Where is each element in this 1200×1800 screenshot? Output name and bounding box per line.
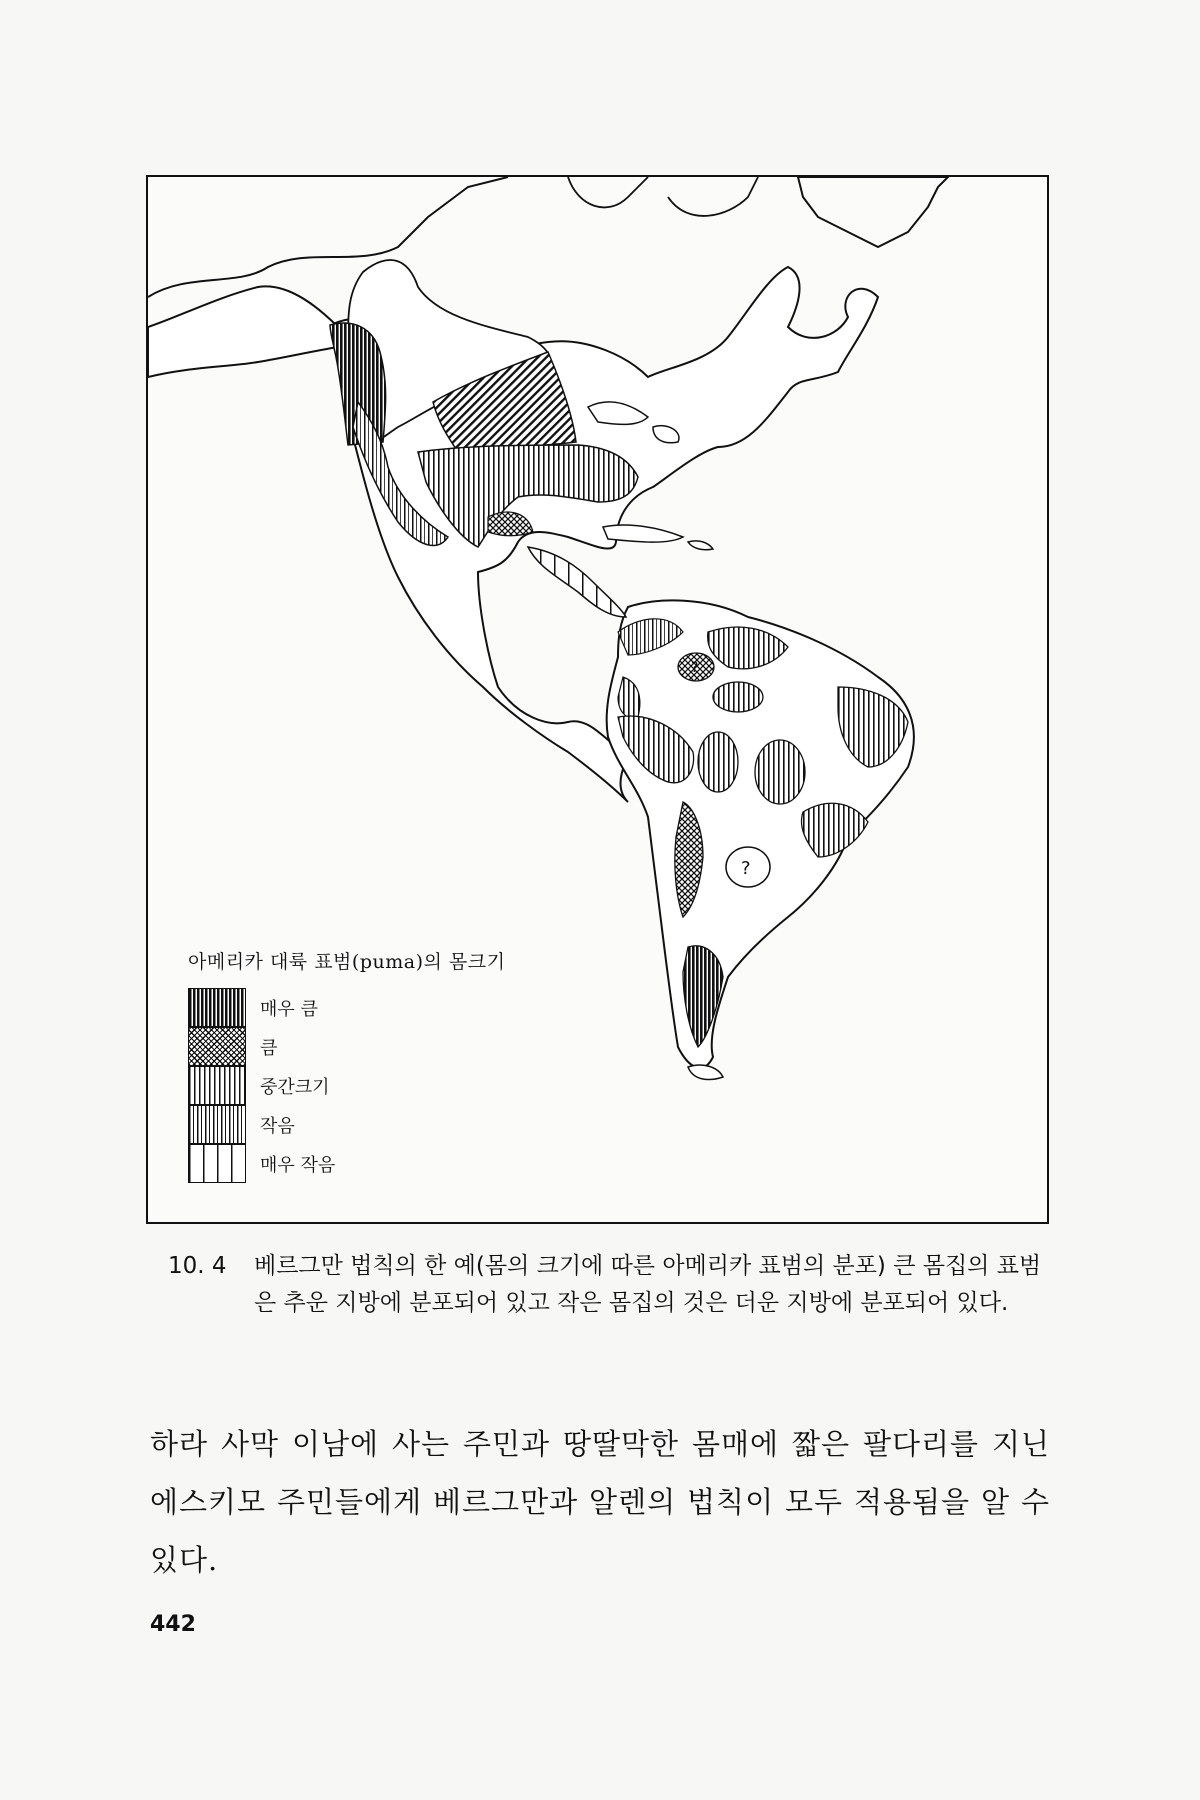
legend-label: 큼 — [260, 1037, 278, 1059]
arctic-coastline — [148, 177, 508, 297]
legend-swatch-very-large — [188, 988, 246, 1027]
legend-swatch-small — [188, 1105, 246, 1144]
legend-swatch-large — [188, 1027, 246, 1066]
figure-caption-text: 베르그만 법칙의 한 예(몸의 크기에 따른 아메리카 표범의 분포) 큰 몸집의 표범은 추운 지방에 분포되어 있고 작은 몸집의 것은 더운 지방에 분포되어 있다. — [254, 1253, 1042, 1316]
legend-item-small — [188, 1105, 505, 1144]
range-very-small-central-america — [528, 547, 626, 617]
legend-item-medium — [188, 1066, 505, 1105]
legend-title: 아메리카 대륙 표범(puma)의 몸크기 — [188, 951, 506, 973]
legend-label: 중간크기 — [260, 1076, 330, 1098]
range-medium-southeast — [801, 803, 868, 857]
range-medium-central-b — [698, 732, 738, 792]
legend-item-large — [188, 1027, 505, 1066]
alaska-outline — [148, 286, 350, 377]
body-paragraph: 하라 사막 이남에 사는 주민과 땅딸막한 몸매에 짧은 팔다리를 지닌 에스키모 주민들에게 베르그만과 알렌의 법칙이 모두 적용됨을 알 수 있다. — [150, 1427, 1050, 1577]
caribbean-islands — [603, 525, 713, 550]
figure-number: 10. 4 — [168, 1253, 227, 1279]
page-number: 442 — [150, 1612, 196, 1637]
tierra-del-fuego — [688, 1065, 723, 1079]
unknown-mark-2: ? — [741, 858, 751, 879]
arctic-islands — [568, 177, 758, 216]
legend-item-very-large — [188, 988, 505, 1027]
south-america-outline — [607, 600, 914, 1067]
legend-item-very-small — [188, 1144, 505, 1183]
range-medium-central-a — [713, 682, 763, 712]
puma-size-map-figure — [146, 175, 1049, 1224]
legend-label: 매우 큼 — [260, 998, 318, 1020]
unknown-mark-1: ? — [691, 660, 699, 676]
range-medium-central-c — [755, 740, 805, 804]
legend-swatch-very-small — [188, 1144, 246, 1183]
map-legend — [188, 947, 505, 1183]
legend-label: 작음 — [260, 1115, 295, 1137]
legend-label: 매우 작음 — [260, 1154, 336, 1176]
greenland-outline — [798, 177, 948, 247]
legend-swatch-medium — [188, 1066, 246, 1105]
